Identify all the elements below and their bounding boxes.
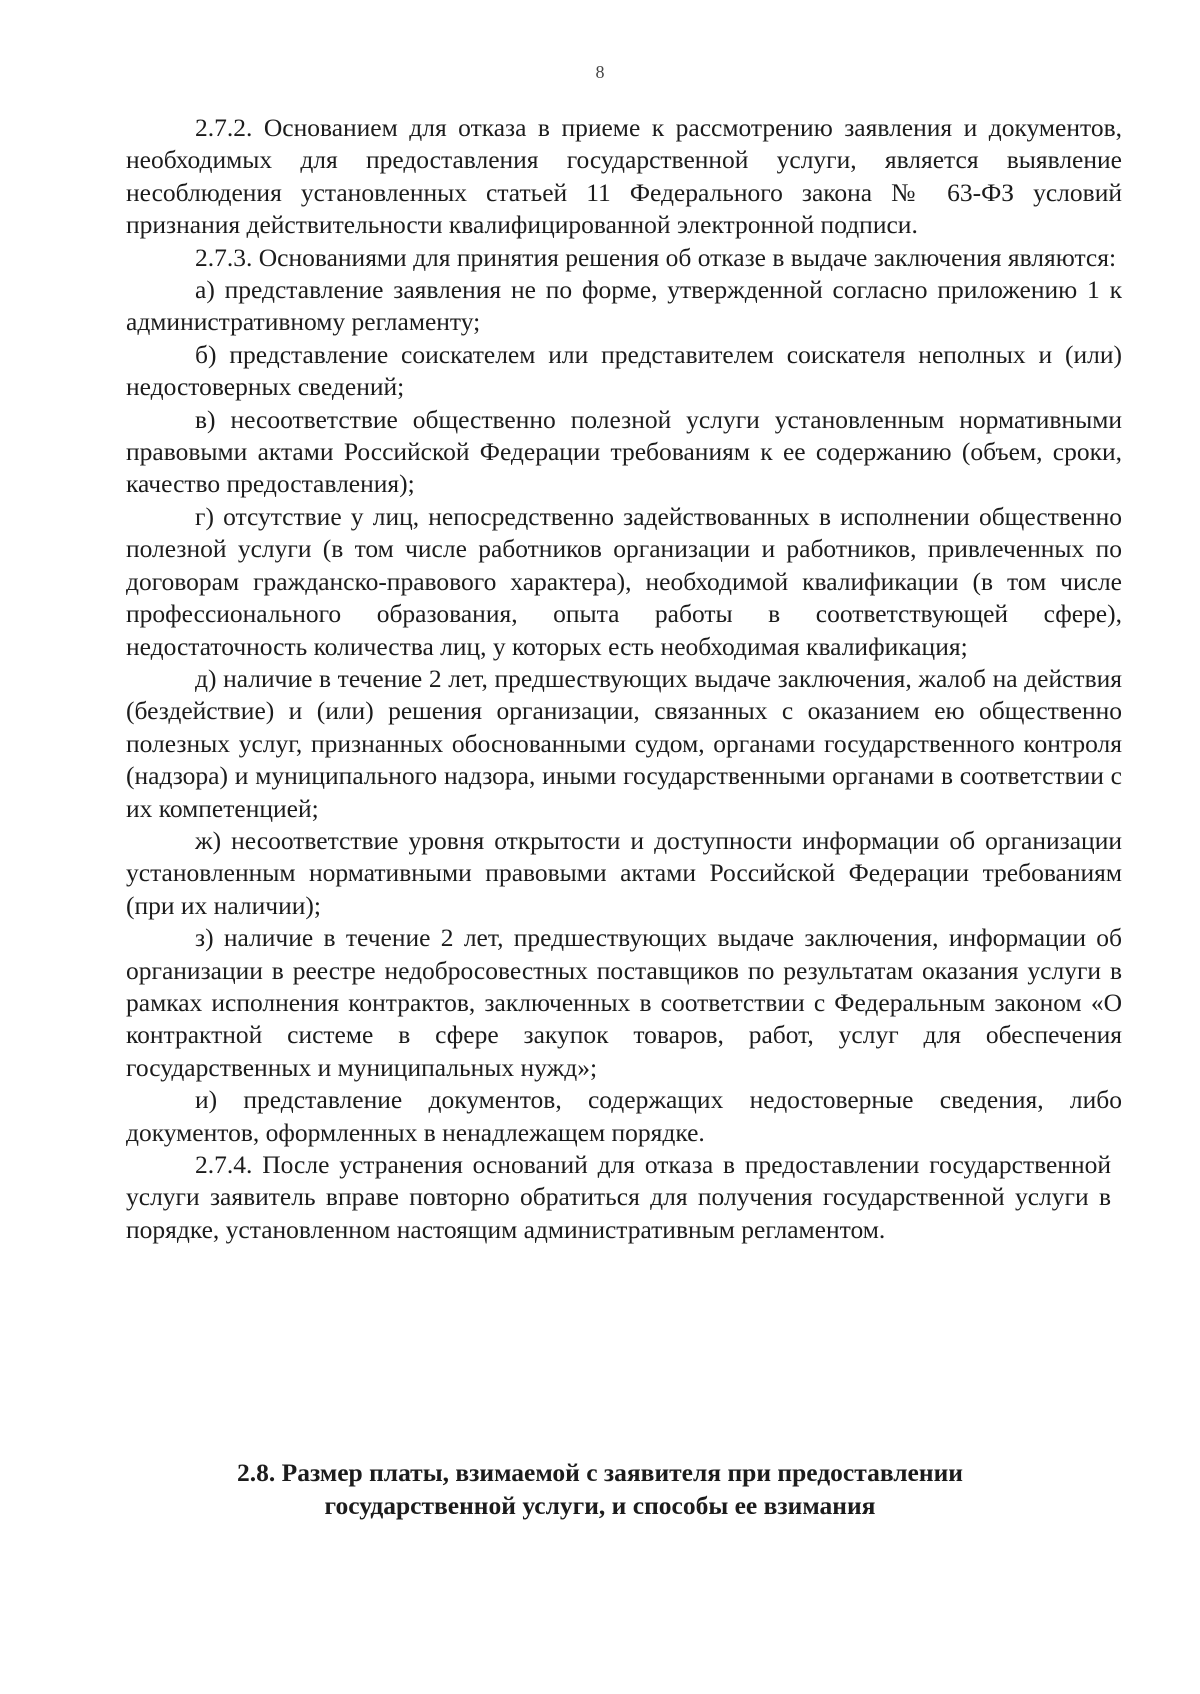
list-item-a: а) представление заявления не по форме, утвержденной согласно приложению 1 к административному регламенту; (126, 275, 1122, 337)
section-heading-2-8 (0, 1456, 1200, 1522)
section-heading-line-1: 2.8. Размер платы, взимаемой с заявителя при предоставлении (237, 1458, 963, 1487)
paragraph-2-7-2: 2.7.2. Основанием для отказа в приеме к рассмотрению заявления и документов, необходимых для предоставления государственной услуги, является выявление несоблюдения установленных статьей 11 Федерального закона № 63-ФЗ условий признания действительности квалифицированной электронной подписи. (126, 113, 1122, 240)
list-item-g: г) отсутствие у лиц, непосредственно задействованных в исполнении общественно полезной услуги (в том числе работников организации и работников, привлеченных по договорам гражданско-правового характера), необходимой квалификации (в том числе профессионального образования, опыта работы в соответствующей сфере), недостаточность количества лиц, у которых есть необходимая квалификация; (126, 501, 1122, 661)
list-item-b: б) представление соискателем или представителем соискателя неполных и (или) недостоверных сведений; (126, 339, 1122, 402)
list-item-d: д) наличие в течение 2 лет, предшествующих выдаче заключения, жалоб на действия (бездействие) и (или) решения организации, связанных с оказанием ею общественно полезных услуг, признанных обоснованными судом, органами государственного контроля (надзора) и муниципального надзора, иными государственными органами в соответствии с их компетенцией; (126, 663, 1122, 823)
paragraph-2-7-3: 2.7.3. Основаниями для принятия решения об отказе в выдаче заключения являются: (195, 242, 1117, 272)
paragraph-2-7-4: 2.7.4. После устранения оснований для отказа в предоставлении государственной услуги заявитель вправе повторно обратиться для получения государственной услуги в порядке, установленном настоящим административным регламентом. (126, 1150, 1111, 1244)
list-item-z: з) наличие в течение 2 лет, предшествующих выдаче заключения, информации об организации в реестре недобросовестных поставщиков по результатам оказания услуги в рамках исполнения контрактов, заключенных в соответствии с Федеральным законом «О контрактной системе в сфере закупок товаров, работ, услуг для обеспечения государственных и муниципальных нужд»; (126, 923, 1122, 1082)
document-body (126, 112, 1122, 1246)
list-item-v: в) несоответствие общественно полезной услуги установленным нормативными правовыми актами Российской Федерации требованиям к ее содержанию (объем, сроки, качество предоставления); (126, 404, 1122, 499)
page-number: 8 (595, 62, 605, 82)
section-heading-line-2: государственной услуги, и способы ее взимания (324, 1491, 876, 1520)
list-item-i: и) представление документов, содержащих недостоверные сведения, либо документов, оформленных в ненадлежащем порядке. (126, 1085, 1122, 1147)
list-item-zh: ж) несоответствие уровня открытости и доступности информации об организации установленным нормативными правовыми актами Российской Федерации требованиям (при их наличии); (126, 825, 1122, 920)
